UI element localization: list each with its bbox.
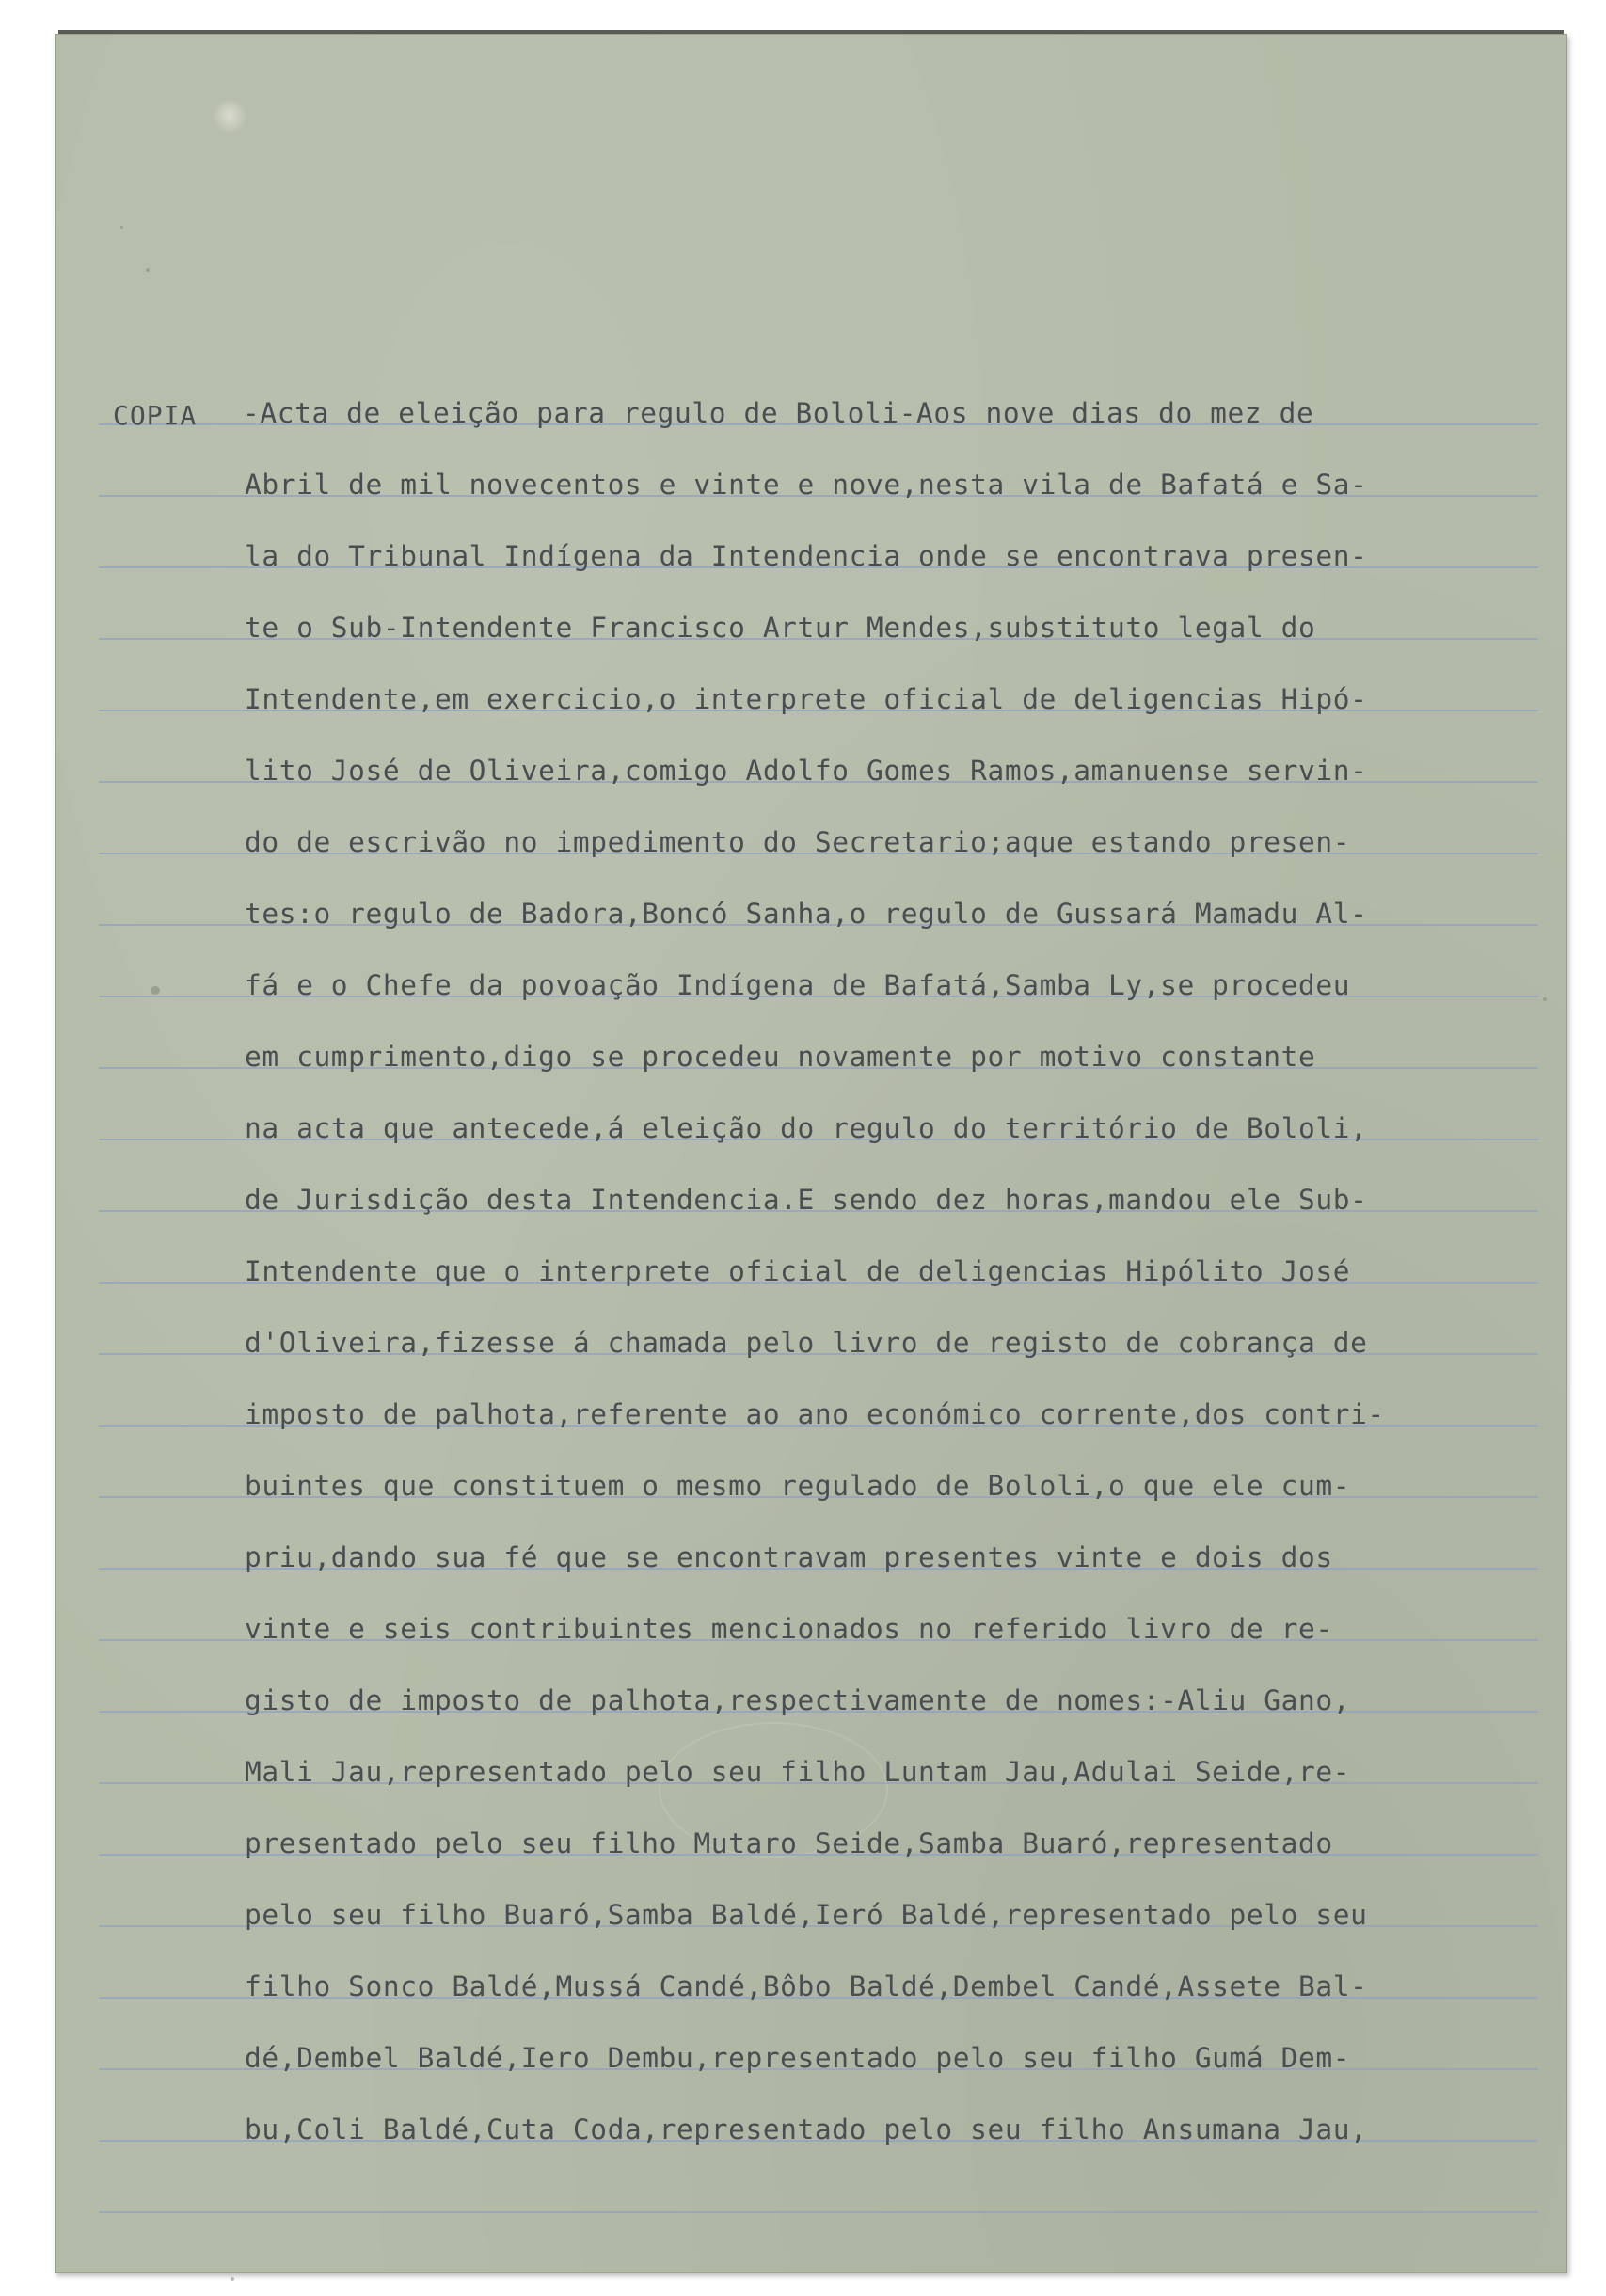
text-line: vinte e seis contribuintes mencionados no referido livro de re- xyxy=(245,1613,1333,1645)
text-line: Abril de mil novecentos e vinte e nove,nesta vila de Bafatá e Sa- xyxy=(245,469,1368,501)
text-line: pelo seu filho Buaró,Samba Baldé,Ieró Baldé,representado pelo seu xyxy=(245,1899,1368,1931)
text-line: imposto de palhota,referente ao ano económico corrente,dos contri- xyxy=(245,1398,1385,1430)
text-line: te o Sub-Intendente Francisco Artur Mendes,substituto legal do xyxy=(245,612,1316,644)
text-line: em cumprimento,digo se procedeu novamente por motivo constante xyxy=(245,1041,1316,1073)
text-line: Intendente,em exercicio,o interprete oficial de deligencias Hipó- xyxy=(245,683,1368,715)
text-line: fá e o Chefe da povoação Indígena de Bafatá,Samba Ly,se procedeu xyxy=(245,969,1351,1001)
text-line: tes:o regulo de Badora,Boncó Sanha,o regulo de Gussará Mamadu Al- xyxy=(245,898,1368,930)
paper-speck xyxy=(151,986,160,995)
text-line: bu,Coli Baldé,Cuta Coda,representado pelo seu filho Ansumana Jau, xyxy=(245,2113,1368,2145)
text-line: filho Sonco Baldé,Mussá Candé,Bôbo Baldé,Dembel Candé,Assete Bal- xyxy=(245,1970,1368,2002)
text-line: la do Tribunal Indígena da Intendencia onde se encontrava presen- xyxy=(245,540,1368,572)
text-line: d'Oliveira,fizesse á chamada pelo livro de registo de cobrança de xyxy=(245,1327,1368,1359)
paper-speck xyxy=(146,268,150,272)
text-line: lito José de Oliveira,comigo Adolfo Gomes Ramos,amanuense servin- xyxy=(245,755,1368,787)
text-line: -Acta de eleição para regulo de Bololi-Aos nove dias do mez de xyxy=(243,397,1314,429)
text-line: Mali Jau,representado pelo seu filho Luntam Jau,Adulai Seide,re- xyxy=(245,1756,1351,1788)
text-line: do de escrivão no impedimento do Secretario;aque estando presen- xyxy=(245,826,1351,858)
copy-label: COPIA xyxy=(113,400,198,431)
paper-speck xyxy=(1543,997,1547,1001)
text-line: presentado pelo seu filho Mutaro Seide,Samba Buaró,representado xyxy=(245,1827,1333,1859)
paper-speck xyxy=(231,2277,234,2281)
text-line: buintes que constituem o mesmo regulado de Bololi,o que ele cum- xyxy=(245,1470,1351,1502)
paper-sheet xyxy=(55,34,1567,2273)
text-line: dé,Dembel Baldé,Iero Dembu,representado pelo seu filho Gumá Dem- xyxy=(245,2042,1351,2074)
paper-blemish xyxy=(211,99,248,133)
paper-speck xyxy=(120,226,123,229)
text-line: Intendente que o interprete oficial de deligencias Hipólito José xyxy=(245,1255,1351,1287)
text-line: de Jurisdição desta Intendencia.E sendo dez horas,mandou ele Sub- xyxy=(245,1184,1368,1216)
ruled-line xyxy=(99,2211,1538,2213)
text-line: gisto de imposto de palhota,respectivamente de nomes:-Aliu Gano, xyxy=(245,1684,1351,1716)
text-line: priu,dando sua fé que se encontravam presentes vinte e dois dos xyxy=(245,1541,1333,1573)
text-line: na acta que antecede,á eleição do regulo do território de Bololi, xyxy=(245,1112,1368,1144)
